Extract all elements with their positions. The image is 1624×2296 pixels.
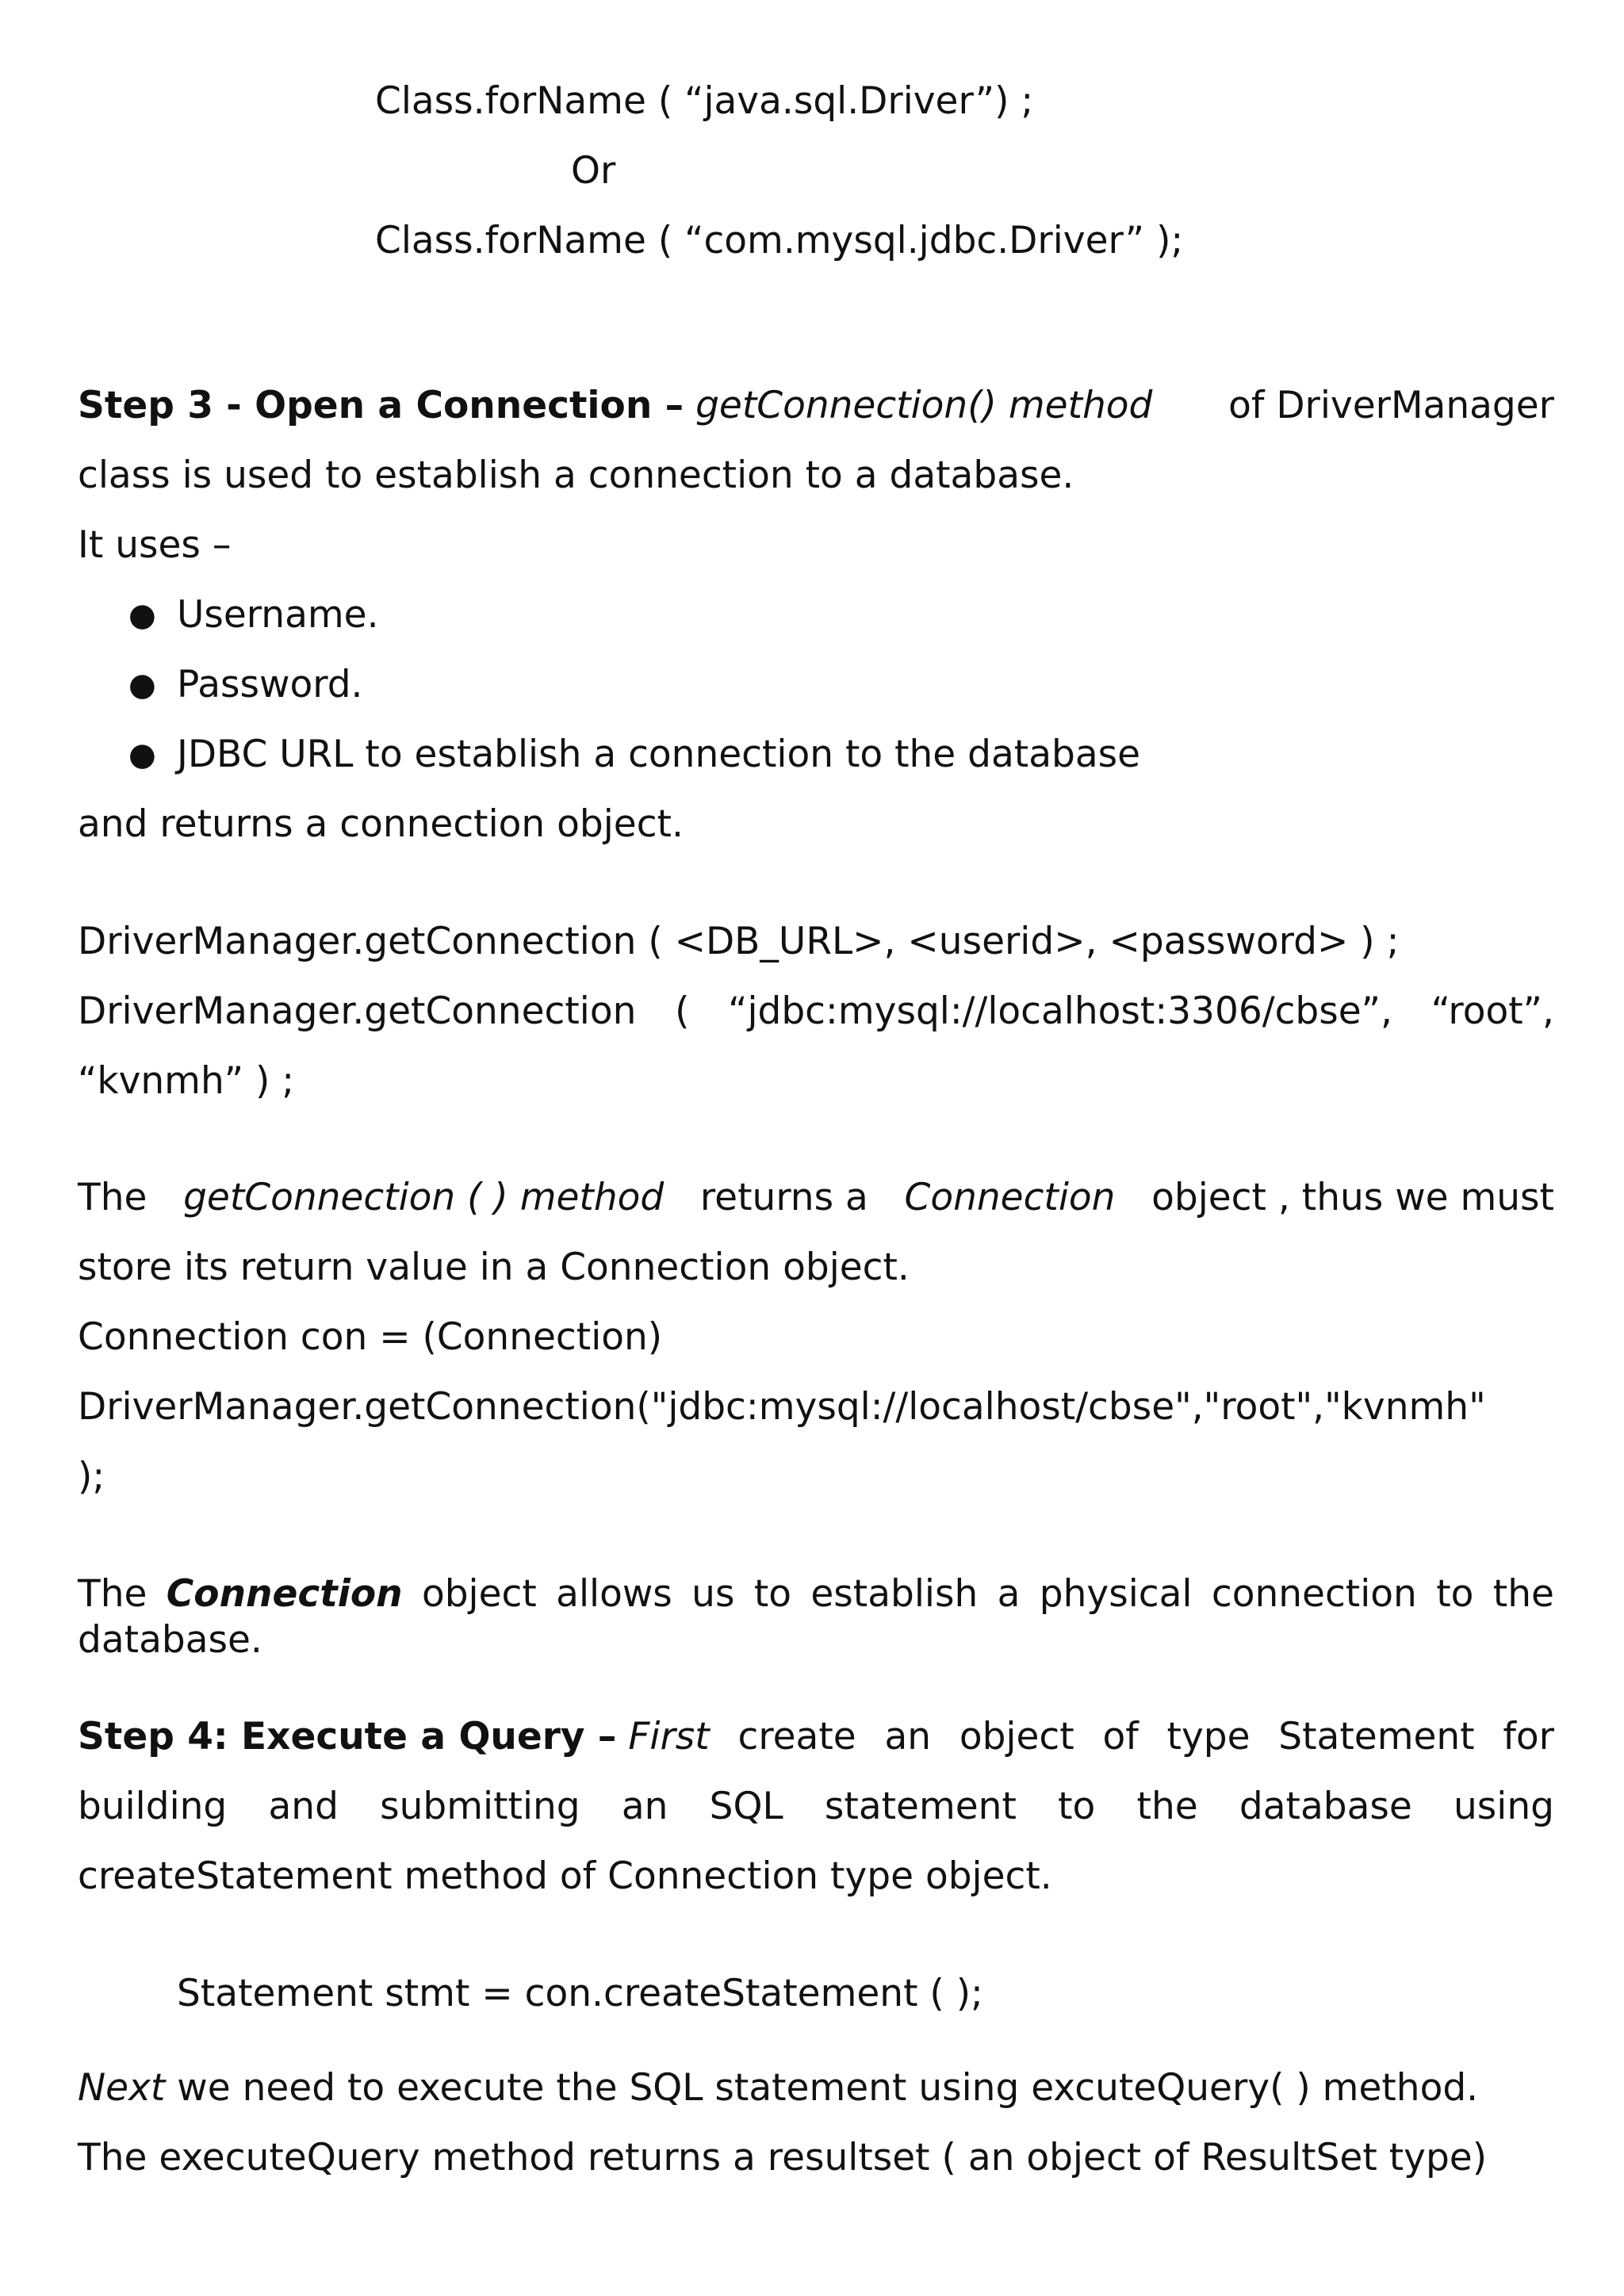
word: an <box>884 1715 932 1758</box>
step4-line3: createStatement method of Connection type object. <box>78 1854 1052 1898</box>
first-term: First <box>628 1715 710 1758</box>
para-getconnection-line2: store its return value in a Connection object. <box>78 1246 910 1289</box>
word: to <box>1436 1572 1474 1616</box>
word: using <box>1454 1785 1554 1828</box>
bullet-item-jdbc-url: JDBC URL to establish a connection to the database <box>177 733 1141 776</box>
word: to <box>753 1572 791 1616</box>
word: SQL <box>709 1785 783 1828</box>
step3-heading: Step 3 - Open a Connection – <box>78 384 684 427</box>
getconnection-method-term: getConnection ( ) method <box>183 1176 665 1219</box>
word: object <box>421 1572 537 1616</box>
step4-heading: Step 4: Execute a Query – <box>78 1715 617 1758</box>
connection-bold-term: Connection <box>166 1572 403 1616</box>
para-connection-object-line1 <box>78 1572 1554 1616</box>
word: physical <box>1039 1572 1193 1616</box>
code-line-class-forname-java: Class.forName ( “java.sql.Driver”) ; <box>375 79 1034 123</box>
word: and <box>268 1785 339 1828</box>
word: database <box>1239 1785 1412 1828</box>
step3-returns: and returns a connection object. <box>78 802 684 846</box>
step4-heading-line <box>78 1715 1554 1758</box>
para-next-line2: The executeQuery method returns a resultset ( an object of ResultSet type) <box>78 2136 1488 2179</box>
word: DriverManager.getConnection <box>78 989 637 1033</box>
word: type <box>1166 1715 1251 1758</box>
word: the <box>1136 1785 1198 1828</box>
word: The <box>78 1176 147 1219</box>
para-connection-object-line2: database. <box>78 1618 262 1662</box>
word: the <box>1492 1572 1554 1616</box>
word: an <box>621 1785 668 1828</box>
code-create-statement: Statement stmt = con.createStatement ( ); <box>177 1972 983 2015</box>
word: for <box>1503 1715 1554 1758</box>
code-getconnection-example <box>78 989 1554 1033</box>
bullet-item-username: Username. <box>177 593 379 637</box>
word: object <box>959 1715 1074 1758</box>
word: ( <box>675 989 690 1033</box>
step3-method-name: getConnection() method <box>695 384 1153 427</box>
code-getconnection-call: DriverManager.getConnection("jdbc:mysql://localhost/cbse","root","kvnmh" <box>78 1385 1486 1429</box>
word: building <box>78 1785 228 1828</box>
step4-line2 <box>78 1785 1554 1828</box>
word: “jdbc:mysql://localhost:3306/cbse”, <box>728 989 1392 1033</box>
bullet-dot-icon: ● <box>128 667 156 703</box>
word: create <box>737 1715 856 1758</box>
para-getconnection-line1 <box>78 1176 1554 1219</box>
bullet-item-password: Password. <box>177 663 363 706</box>
word: submitting <box>380 1785 580 1828</box>
para-next-rest: we need to execute the SQL statement using excuteQuery( ) method. <box>177 2066 1479 2110</box>
word: a <box>997 1572 1021 1616</box>
word: establish <box>810 1572 979 1616</box>
word: “root”, <box>1431 989 1554 1033</box>
word: of <box>1102 1715 1139 1758</box>
step3-heading-line <box>78 384 1554 427</box>
word: Statement <box>1278 1715 1475 1758</box>
para-next-line1 <box>78 2066 1554 2110</box>
next-term: Next <box>78 2066 166 2110</box>
word: The <box>78 1572 147 1616</box>
code-connection-declaration: Connection con = (Connection) <box>78 1315 663 1359</box>
word: allows <box>556 1572 672 1616</box>
code-getconnection-signature: DriverManager.getConnection ( <DB_URL>, <userid>, <password> ) ; <box>78 920 1400 963</box>
code-line-class-forname-mysql: Class.forName ( “com.mysql.jdbc.Driver” ); <box>375 219 1184 262</box>
word: statement <box>824 1785 1017 1828</box>
step3-heading-rest: of DriverManager <box>1228 384 1554 427</box>
code-getconnection-close: ); <box>78 1455 105 1498</box>
connection-term: Connection <box>904 1176 1116 1219</box>
word: object , thus we must <box>1151 1176 1554 1219</box>
code-or-label: Or <box>571 149 616 193</box>
word: connection <box>1211 1572 1417 1616</box>
step3-line2: class is used to establish a connection to a database. <box>78 453 1074 497</box>
word: to <box>1058 1785 1096 1828</box>
bullet-dot-icon: ● <box>128 737 156 773</box>
code-getconnection-example-end: “kvnmh” ) ; <box>78 1059 295 1103</box>
step3-it-uses: It uses – <box>78 523 232 567</box>
bullet-dot-icon: ● <box>128 597 156 633</box>
word: us <box>691 1572 735 1616</box>
word: returns a <box>699 1176 868 1219</box>
